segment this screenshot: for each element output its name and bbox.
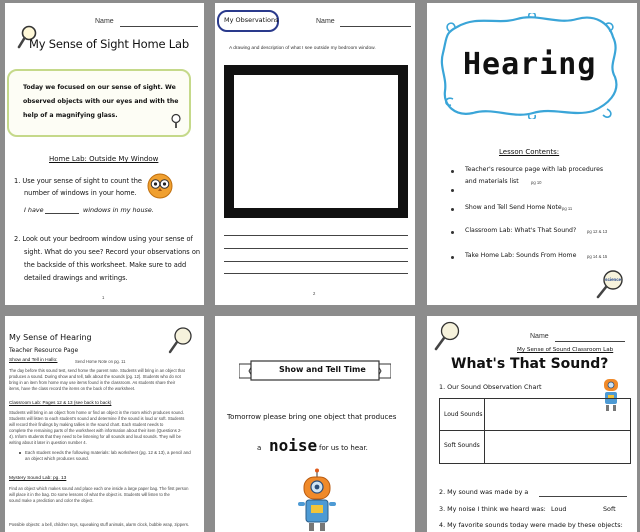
page-hearing-cover — [427, 3, 637, 305]
para2-line-4: complete the remaining parts of the worksheet with information about their item (Questions 2- — [9, 428, 182, 433]
q1-blank-prefix: I have — [24, 206, 44, 214]
name-label: Name — [316, 18, 335, 25]
writing-line-3[interactable] — [224, 261, 408, 262]
name-blank — [340, 26, 411, 27]
section1-note: Send Home Note on pg. 11 — [75, 359, 126, 364]
bullet — [451, 256, 454, 259]
materials-line-1: Each student needs the following materials: lab worksheet (pg. 12 & 13), a pencil and — [25, 450, 191, 455]
page-whats-that-sound — [427, 316, 637, 532]
page-number: 2 — [313, 291, 316, 296]
contents-item-1-page: pg 10 — [531, 180, 542, 185]
intro-line-2: observed objects with our eyes and with the — [23, 98, 179, 105]
page-teacher-resource — [5, 316, 204, 532]
contents-item-1-cont: and materials list — [465, 178, 519, 185]
para1-line-4: items, have the class record the items on the back of the worksheet. — [9, 386, 136, 391]
contents-item-4: Take Home Lab: Sounds From Home — [465, 252, 577, 259]
intro-line-3: help of a magnifying glass. — [23, 112, 118, 119]
q1-blank-suffix: windows in my house. — [83, 206, 154, 214]
section2-heading: Classroom Lab: Pages 12 & 13 (see back to back) — [9, 400, 112, 405]
writing-line-2[interactable] — [224, 248, 408, 249]
bullet — [19, 452, 21, 454]
note-line-2-prefix: a — [257, 444, 262, 452]
q2-line-3: the backside of this worksheet. Make sure to add — [24, 261, 187, 269]
q2-line-4: detailed drawings and writings. — [24, 274, 128, 282]
writing-line-4[interactable] — [224, 273, 408, 274]
lab-sublabel: My Sense of Sound Classroom Lab — [517, 347, 614, 353]
science-logo-icon — [433, 321, 463, 351]
lesson-contents-title: Lesson Contents: — [499, 148, 560, 156]
subtitle: Home Lab: Outside My Window — [49, 155, 159, 163]
science-logo-icon: science — [595, 269, 627, 299]
page-sight-home-lab — [5, 3, 204, 305]
page-my-observations — [215, 3, 415, 305]
name-blank[interactable] — [555, 341, 625, 342]
contents-item-3-page: pg 12 & 13 — [587, 229, 608, 234]
name-blank — [120, 26, 198, 27]
page-subtitle: Teacher Resource Page — [9, 347, 79, 354]
robot-icon — [295, 468, 339, 532]
page-number: 1 — [102, 295, 105, 300]
observations-badge: My Observations — [217, 10, 279, 32]
para3-line-3: sound make a prediction and color the object. — [9, 498, 94, 503]
name-label: Name — [95, 18, 114, 25]
intro-box — [7, 69, 191, 137]
footer-note: Possible objects: a bell, children toys, squeaking stuff animals, alarm clock, bubble wrap, zippers. — [9, 522, 190, 527]
bullet — [451, 170, 454, 173]
option-loud[interactable]: Loud — [551, 505, 567, 513]
q2-blank[interactable] — [539, 496, 627, 497]
para1-line-1: The day before this sound test, send home the parent note. Students will bring in an object that — [9, 368, 185, 373]
q4-label: 4. My favorite sounds today were made by these objects: — [439, 521, 623, 529]
note-line-1: Tomorrow please bring one object that produces — [227, 413, 397, 421]
contents-item-4-page: pg 14 & 15 — [587, 254, 608, 259]
magnifying-glass-small-icon — [169, 113, 183, 129]
bullet — [451, 231, 454, 234]
q3-label: 3. My noise I think we heard was: — [439, 505, 546, 513]
q2-line-1: 2. Look out your bedroom window using your sense of — [14, 235, 193, 243]
section3-heading: Mystery Sound Lab: pg. 13 — [9, 476, 67, 481]
materials-line-2: an object which produces sound. — [25, 456, 89, 461]
q1-line-2: number of windows in your home. — [24, 189, 137, 197]
bullet — [451, 189, 454, 192]
page-title: My Sense of Hearing — [9, 333, 92, 342]
page-title: What's That Sound? — [451, 356, 609, 372]
contents-item-2: Show and Tell Send Home Note — [465, 204, 562, 211]
page-show-and-tell — [215, 316, 415, 532]
para1-line-3: bring in an item from home may use items found in the classroom. As students share their — [9, 380, 176, 385]
writing-line-1[interactable] — [224, 235, 408, 236]
drawing-frame[interactable] — [224, 65, 408, 218]
science-logo-icon — [167, 326, 195, 354]
section1-heading: Show and Tell in Hallo: — [9, 358, 58, 363]
page-title: Hearing — [463, 47, 597, 82]
contents-item-1: Teacher's resource page with lab procedures — [465, 166, 604, 173]
q2-line-2: sight. What do you see? Record your observations on — [24, 248, 201, 256]
q2-label: 2. My sound was made by a — [439, 488, 529, 496]
chart-row-soft: Soft Sounds — [444, 442, 480, 449]
para3-line-2: will place it in the bag. Do some lessons of what the object is. Students will listen to the — [9, 492, 170, 497]
para1-line-2: produces a sound. During show and tell, talk about the sounds (pg. 12). Students who do not — [9, 374, 181, 379]
option-soft[interactable]: Soft — [603, 505, 616, 513]
bullet — [451, 208, 454, 211]
note-line-2-suffix: for us to hear. — [319, 444, 368, 452]
q1-label: 1. Our Sound Observation Chart — [439, 383, 542, 391]
q1-line-1: 1. Use your sense of sight to count the — [14, 177, 142, 185]
banner-title: Show and Tell Time — [279, 365, 366, 374]
para3-line-1: Find an object which makes sound and place each one inside a large paper bag. The first person — [9, 486, 189, 491]
page-title: My Sense of Sight Home Lab — [29, 37, 189, 51]
para2-line-5: 4). Inform students that they need to be listening for all sounds and loud sounds. They will be — [9, 434, 181, 439]
para2-line-6: writing about it later in question number 4. — [9, 440, 87, 445]
drawing-caption: A drawing and description of what I see outside my bedroom window. — [229, 46, 376, 51]
name-label: Name — [530, 333, 549, 340]
intro-line-1: Today we focused on our sense of sight. We — [23, 84, 176, 91]
contents-item-3: Classroom Lab: What's That Sound? — [465, 227, 577, 234]
chart-row-loud: Loud Sounds — [444, 411, 483, 418]
sound-observation-chart[interactable] — [439, 398, 631, 464]
banner — [239, 360, 391, 382]
para2-line-2: Students will listen to each student's sound and determine if the sound is loud or soft. Students — [9, 416, 185, 421]
contents-item-2-page: pg 11 — [562, 206, 573, 211]
owl-icon — [145, 170, 175, 200]
para2-line-1: Students will bring in an object from home or find an object in the room which produces sound. — [9, 410, 184, 415]
noise-word: noise — [269, 436, 318, 455]
para2-line-3: will record their findings by making tallies in the sound chart. Each student needs to — [9, 422, 164, 427]
windows-count-blank[interactable] — [45, 213, 79, 214]
